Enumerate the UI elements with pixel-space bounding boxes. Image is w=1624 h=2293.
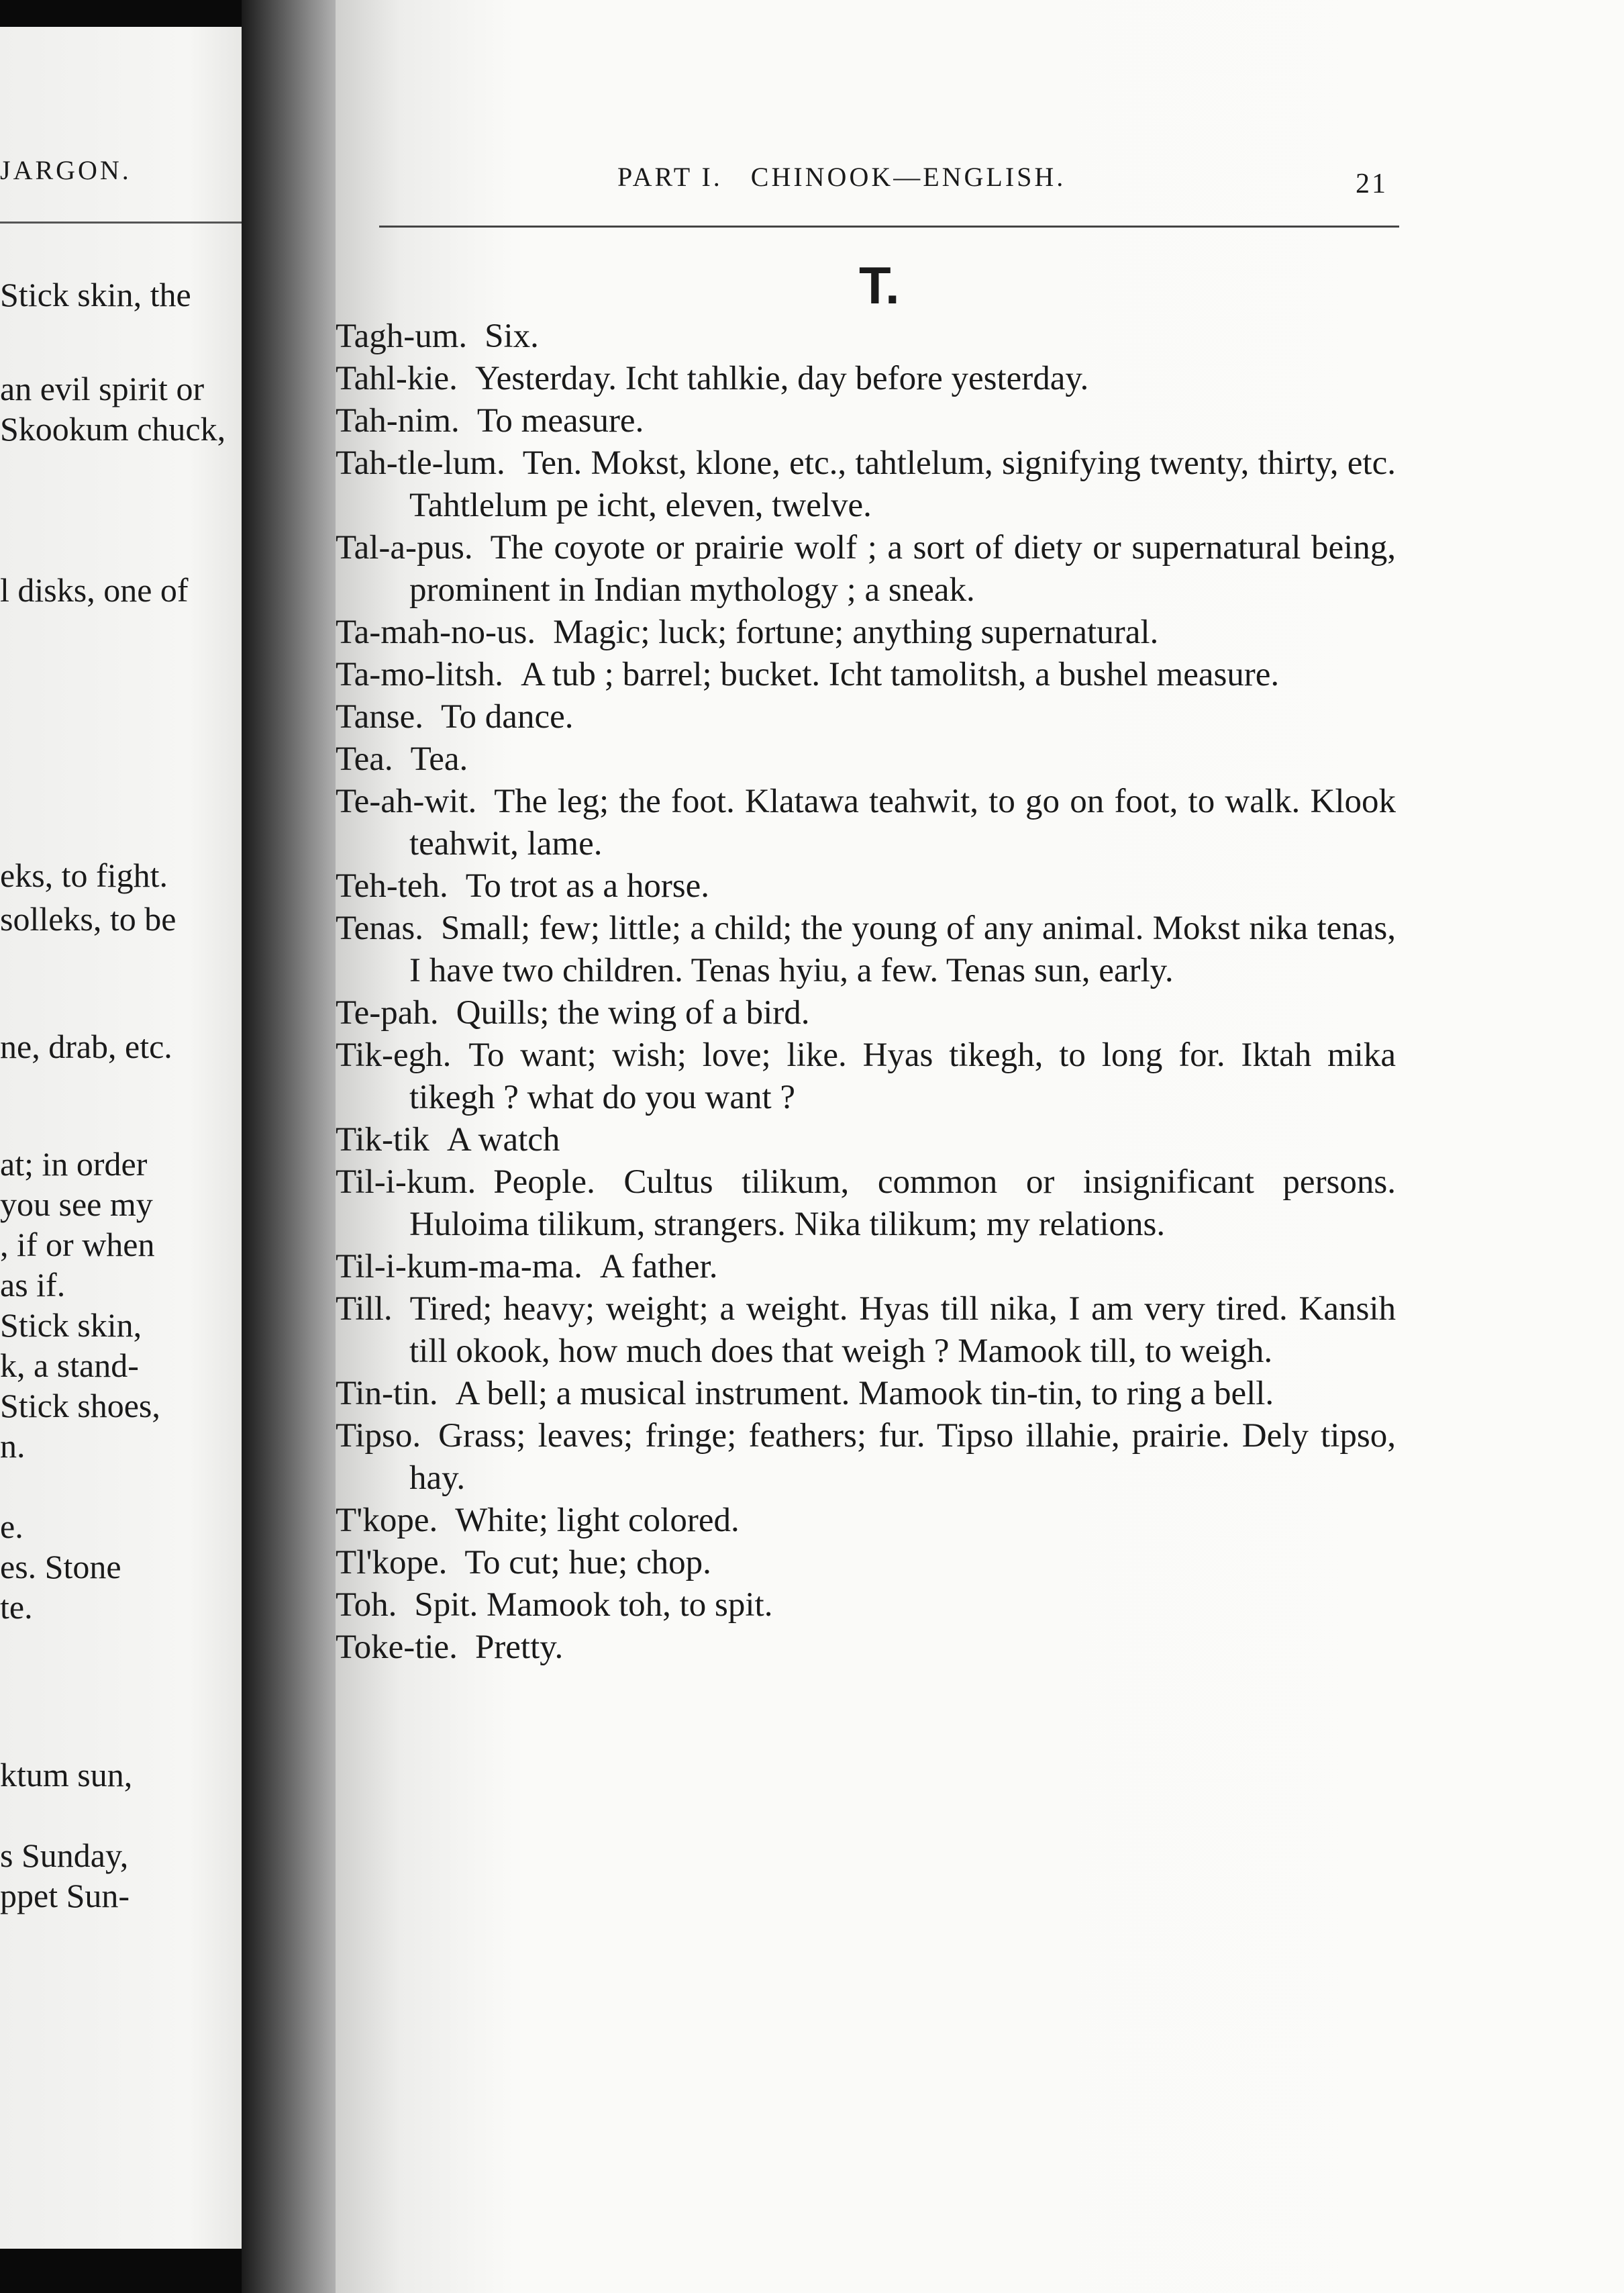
dictionary-entry bbox=[336, 1246, 1396, 1288]
entry-headword: Tin-tin. bbox=[336, 1375, 438, 1412]
entry-definition: The leg; the foot. Klatawa teahwit, to go on foot, to walk. Klook teahwit, lame. bbox=[409, 783, 1396, 863]
left-text-line: te. bbox=[0, 1588, 33, 1626]
left-text-line: e. bbox=[0, 1508, 23, 1545]
entry-definition: Six. bbox=[485, 318, 539, 355]
entry-definition: Yesterday. Icht tahlkie, day before yesterday. bbox=[474, 360, 1089, 397]
entry-definition: Quills; the wing of a bird. bbox=[456, 994, 810, 1032]
dictionary-entry bbox=[336, 865, 1396, 908]
dictionary-entry bbox=[336, 1161, 1396, 1246]
entry-definition: A bell; a musical instrument. Mamook tin-tin, to ring a bell. bbox=[455, 1375, 1274, 1412]
entry-headword: Tenas. bbox=[336, 910, 423, 947]
left-text-line: , if or when bbox=[0, 1226, 155, 1263]
entry-headword: Tahl-kie. bbox=[336, 360, 458, 397]
entry-headword: Till. bbox=[336, 1290, 393, 1328]
entry-definition: Ten. Mokst, klone, etc., tahtlelum, signifying twenty, thirty, etc. Tahtlelum pe icht, eleven, twelve. bbox=[409, 444, 1396, 524]
left-page-header: JARGON. bbox=[0, 155, 132, 185]
dictionary-entry bbox=[336, 1542, 1396, 1584]
left-text-line: Stick skin, bbox=[0, 1306, 142, 1344]
dictionary-entry bbox=[336, 442, 1396, 527]
dictionary-entry bbox=[336, 1034, 1396, 1119]
entry-definition: A watch bbox=[446, 1121, 560, 1159]
entry-definition: To cut; hue; chop. bbox=[464, 1544, 711, 1581]
left-text-line: you see my bbox=[0, 1185, 153, 1223]
dictionary-entry bbox=[336, 612, 1396, 654]
entry-definition: A father. bbox=[599, 1248, 718, 1285]
dictionary-entry bbox=[336, 1288, 1396, 1373]
dictionary-entry bbox=[336, 1584, 1396, 1626]
header-part: PART I. bbox=[617, 162, 723, 192]
entry-headword: Tik-egh. bbox=[336, 1036, 452, 1074]
entry-headword: Toke-tie. bbox=[336, 1628, 458, 1666]
header-title: CHINOOK—ENGLISH. bbox=[750, 162, 1066, 192]
entry-headword: Tal-a-pus. bbox=[336, 529, 473, 567]
entry-headword: Til-i-kum-ma-ma. bbox=[336, 1248, 582, 1285]
dictionary-entry bbox=[336, 315, 1396, 358]
entry-definition: To trot as a horse. bbox=[465, 867, 710, 905]
entry-headword: Teh-teh. bbox=[336, 867, 448, 905]
left-text-line: Stick shoes, bbox=[0, 1387, 160, 1424]
entry-definition: To want; wish; love; like. Hyas tikegh, to long for. Iktah mika tikegh ? what do you want ? bbox=[409, 1036, 1396, 1116]
entry-definition: Grass; leaves; fringe; feathers; fur. Tipso illahie, prairie. Dely tipso, hay. bbox=[409, 1417, 1396, 1497]
left-text-line: an evil spirit or bbox=[0, 370, 205, 407]
left-text-line: at; in order bbox=[0, 1145, 148, 1183]
entry-headword: Toh. bbox=[336, 1586, 397, 1624]
running-header bbox=[617, 161, 1066, 193]
left-text-line: Skookum chuck, bbox=[0, 410, 226, 448]
left-text-line: Stick skin, the bbox=[0, 276, 191, 313]
dictionary-entry bbox=[336, 781, 1396, 865]
header-rule bbox=[379, 226, 1399, 228]
dictionary-entry bbox=[336, 1500, 1396, 1542]
entry-headword: Til-i-kum. bbox=[336, 1163, 476, 1201]
dictionary-entry bbox=[336, 1373, 1396, 1415]
entry-headword: Tl'kope. bbox=[336, 1544, 448, 1581]
entry-headword: Te-ah-wit. bbox=[336, 783, 477, 820]
left-text-line: eks, to fight. bbox=[0, 857, 168, 894]
entry-definition: To measure. bbox=[476, 402, 644, 440]
entry-definition: White; light colored. bbox=[455, 1502, 740, 1539]
left-text-line: k, a stand- bbox=[0, 1347, 139, 1384]
dictionary-entry bbox=[336, 400, 1396, 442]
entry-definition: The coyote or prairie wolf ; a sort of diety or supernatural being, prominent in Indian mythology ; a sneak. bbox=[409, 529, 1396, 609]
dictionary-entry bbox=[336, 696, 1396, 738]
entry-definition: Magic; luck; fortune; anything supernatural. bbox=[553, 614, 1159, 651]
dictionary-entry bbox=[336, 738, 1396, 781]
entry-headword: Tipso. bbox=[336, 1417, 421, 1455]
entry-headword: Ta-mah-no-us. bbox=[336, 614, 536, 651]
section-letter: T. bbox=[859, 256, 900, 315]
entry-headword: Tah-tle-lum. bbox=[336, 444, 505, 482]
entry-definition: Tired; heavy; weight; a weight. Hyas till nika, I am very tired. Kansih till okook, how much does that weigh ? Mamook till, to weigh. bbox=[409, 1290, 1396, 1370]
entry-definition: A tub ; barrel; bucket. Icht tamolitsh, a bushel measure. bbox=[520, 656, 1280, 693]
dictionary-entry bbox=[336, 527, 1396, 612]
left-text-line: solleks, to be bbox=[0, 900, 176, 938]
entry-headword: Te-pah. bbox=[336, 994, 439, 1032]
dictionary-entry bbox=[336, 358, 1396, 400]
dictionary-entries bbox=[336, 315, 1396, 1669]
dictionary-entry bbox=[336, 654, 1396, 696]
dictionary-entry bbox=[336, 1626, 1396, 1669]
left-text-line: ppet Sun- bbox=[0, 1877, 130, 1914]
entry-headword: Tik-tik bbox=[336, 1121, 429, 1159]
left-text-line: ktum sun, bbox=[0, 1756, 133, 1794]
entry-headword: Tah-nim. bbox=[336, 402, 460, 440]
left-text-line: s Sunday, bbox=[0, 1837, 129, 1874]
entry-definition: Tea. bbox=[410, 740, 468, 778]
entry-headword: T'kope. bbox=[336, 1502, 438, 1539]
left-text-line: es. Stone bbox=[0, 1548, 121, 1585]
left-text-line: ne, drab, etc. bbox=[0, 1028, 172, 1065]
dictionary-entry bbox=[336, 1119, 1396, 1161]
left-text-line: l disks, one of bbox=[0, 571, 189, 609]
entry-definition: People. Cultus tilikum, common or insignificant persons. Huloima tilikum, strangers. Nika tilikum; my relations. bbox=[409, 1163, 1396, 1243]
entry-definition: Small; few; little; a child; the young of any animal. Mokst nika tenas, I have two children. Tenas hyiu, a few. Tenas sun, early. bbox=[409, 910, 1396, 989]
entry-headword: Tea. bbox=[336, 740, 393, 778]
entry-definition: Spit. Mamook toh, to spit. bbox=[414, 1586, 773, 1624]
dictionary-entry bbox=[336, 908, 1396, 992]
entry-definition: To dance. bbox=[440, 698, 574, 736]
entry-headword: Tagh-um. bbox=[336, 318, 468, 355]
left-text-line: n. bbox=[0, 1427, 26, 1465]
page-number: 21 bbox=[1356, 168, 1388, 199]
entry-definition: Pretty. bbox=[474, 1628, 564, 1666]
dictionary-entry bbox=[336, 1415, 1396, 1500]
dictionary-entry bbox=[336, 992, 1396, 1034]
left-text-line: as if. bbox=[0, 1266, 66, 1304]
entry-headword: Tanse. bbox=[336, 698, 423, 736]
entry-headword: Ta-mo-litsh. bbox=[336, 656, 503, 693]
